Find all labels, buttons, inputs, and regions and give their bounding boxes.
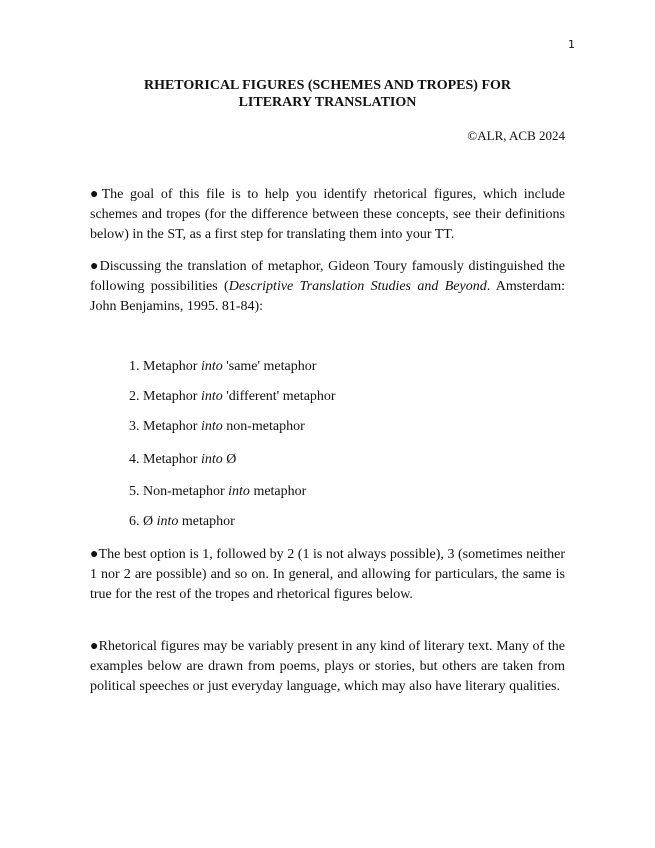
title-line-2: LITERARY TRANSLATION — [238, 95, 417, 110]
page-number: 1 — [568, 38, 575, 51]
title-line-1: RHETORICAL FIGURES (SCHEMES AND TROPES) FOR — [143, 78, 512, 93]
page-title — [90, 77, 565, 111]
toury-text-after: . Amsterdam: John Benjamins, 1995. 81-84): — [90, 279, 566, 314]
book-title: Descriptive Translation Studies and Beyond — [228, 279, 487, 294]
intro-paragraph: ●The goal of this file is to help you identify rhetorical figures, which include schemes and tropes (for the difference between these concepts, see their definitions below) in the ST, as a first step for translating them into your TT. — [90, 187, 565, 242]
rhetorical-figures-paragraph: ●Rhetorical figures may be variably present in any kind of literary text. Many of the examples below are drawn from poems, plays or stories, but others are taken from political speeches or just everyday language, which may also have literary qualities. — [90, 639, 565, 694]
list-item: 4. Metaphor into Ø — [129, 452, 237, 467]
copyright-notice: ©ALR, ACB 2024 — [467, 128, 565, 143]
list-item: 2. Metaphor into 'different' metaphor — [129, 389, 336, 404]
list-item: 3. Metaphor into non-metaphor — [129, 419, 305, 434]
list-item: 1. Metaphor into 'same' metaphor — [129, 359, 317, 374]
toury-paragraph — [90, 257, 565, 317]
toury-text-before: ●Discussing the translation of metaphor, Gideon Toury famously distinguished the following possibilities ( — [90, 259, 565, 294]
list-item: 6. Ø into metaphor — [129, 514, 235, 529]
list-item: 5. Non-metaphor into metaphor — [129, 484, 307, 499]
best-option-paragraph: ●The best option is 1, followed by 2 (1 is not always possible), 3 (sometimes neither 1 nor 2 are possible) and so on. In general, and allowing for particulars, the same is true for the rest of the tropes and rhetorical figures below. — [90, 547, 565, 602]
